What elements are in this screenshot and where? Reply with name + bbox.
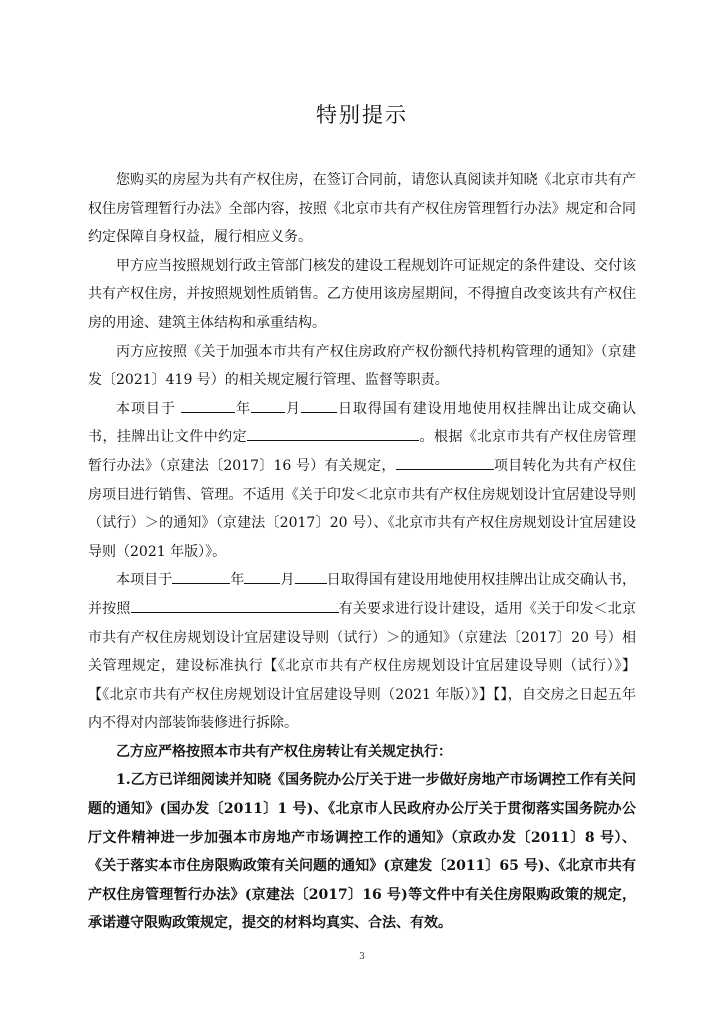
text-segment: 日取得国有建设用地使用权挂牌出让成交确认书，挂牌出让文件中约定 [88,400,637,446]
fill-in-blank-year[interactable] [172,569,230,584]
text-segment: 年 [235,400,252,417]
paragraph-project-option-one [88,395,636,567]
fill-in-blank-agreed-terms[interactable] [247,426,419,441]
text-segment: 本项目于 [116,400,182,417]
fill-in-blank-day[interactable] [295,569,327,584]
paragraph-party-c-duties: 丙方应按照《关于加强本市共有产权住房政府产权份额代持机构管理的通知》（京建发〔2021〕419 号）的相关规定履行管理、监督等职责。 [88,343,636,389]
document-body [88,166,636,938]
fill-in-blank-day[interactable] [301,398,337,413]
paragraph-shared-ownership-notice: 您购买的房屋为共有产权住房，在签订合同前，请您认真阅读并知晓《北京市共有产权住房管理暂行办法》全部内容，按照《北京市共有产权住房管理暂行办法》规定和合同约定保障自身权益，履行相应义务。 [88,172,636,246]
fill-in-blank-month[interactable] [244,569,280,584]
fill-in-blank-year[interactable] [181,398,235,413]
text-segment: 日取得国有建设用地使用权挂牌出让成交确认书，并按照 [88,572,637,617]
fill-in-blank-month[interactable] [251,398,285,413]
text-segment: 。根据《北京市共有产权住房管理暂行办法》（京建法〔2017〕16 号）有关规定， [88,429,637,474]
paragraph-project-option-two [88,566,636,738]
paragraph-purchase-restriction-commitment: 1.乙方已详细阅读并知晓《国务院办公厅关于进一步做好房地产市场调控工作有关问题的通知》(国办发〔2011〕1 号)、《北京市人民政府办公厅关于贯彻落实国务院办公厅文件精神进一步加强本市房地产市场调控工作的通知》（京政办发〔2011〕8 号）、《关于落实本市住房限购政策有关问题的通知》(京建发〔2011〕65 号)、《北京市共有产权住房管理暂行办法》(京建法〔2017〕16 号)等文件中有关住房限购政策的规定，承诺遵守限购政策规定，提交的材料均真实、合法、有效。 [88,772,636,932]
text-segment: 年 [230,572,245,589]
text-segment: 月 [285,400,302,417]
fill-in-blank-requirements[interactable] [131,598,339,613]
fill-in-blank-project-name[interactable] [396,455,494,470]
text-segment: 月 [280,572,295,589]
paragraph-party-b-transfer-rules: 乙方应严格按照本市共有产权住房转让有关规定执行： [116,743,452,760]
paragraph-party-a-obligations: 甲方应当按照规划行政主管部门核发的建设工程规划许可证规定的条件建设、交付该共有产权住房，并按照规划性质销售。乙方使用该房屋期间，不得擅自改变该共有产权住房的用途、建筑主体结构和承重结构。 [88,257,636,331]
page-title: 特别提示 [316,103,408,127]
text-segment: 本项目于 [116,572,173,589]
page-number: 3 [359,952,365,962]
text-segment: 有关要求进行设计建设，适用《关于印发＜北京市共有产权住房规划设计宜居建设导则（试行）＞的通知》（京建法〔2017〕20 号）相关管理规定，建设标准执行【《北京市共有产权住房规划设计宜居建设导则（试行）》】【《北京市共有产权住房规划设计宜居建设导则（2021 年版）》】【】，自交房之日起五年内不得对内部装饰装修进行拆除。 [88,600,636,732]
text-segment: 项目转化为共有产权住房项目进行销售、管理。不适用《关于印发＜北京市共有产权住房规划设计宜居建设导则（试行）＞的通知》（京建法〔2017〕20 号）、《北京市共有产权住房规划设计宜居建设导则（2021 年版）》。 [88,457,636,560]
